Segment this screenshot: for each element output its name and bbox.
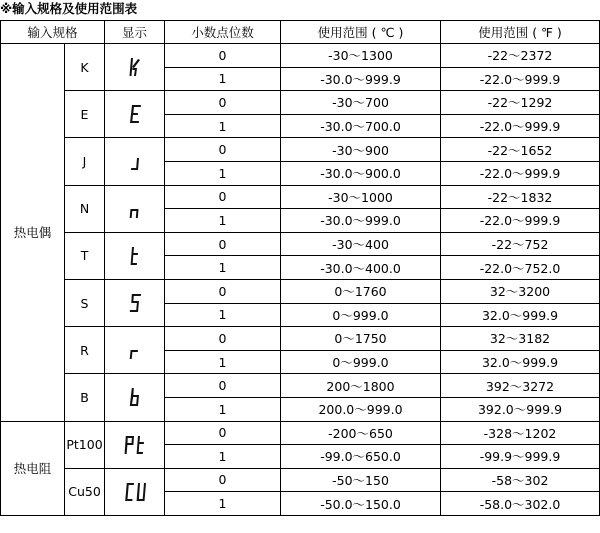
range-fahrenheit: 32.0～999.9 [441,350,600,374]
decimal-places: 0 [165,468,281,492]
sensor-code: Cu50 [65,468,105,515]
decimal-places: 1 [165,492,281,516]
range-fahrenheit: -58～302 [441,468,600,492]
range-celsius: 200～1800 [281,374,441,398]
range-celsius: -50～150 [281,468,441,492]
decimal-places: 1 [165,303,281,327]
sensor-code: J [65,138,105,185]
spec-table [0,20,600,516]
sensor-code: Pt100 [65,421,105,468]
range-fahrenheit: -22.0～999.9 [441,161,600,185]
decimal-places: 0 [165,138,281,162]
range-celsius: -99.0～650.0 [281,445,441,469]
sensor-code: E [65,91,105,138]
decimal-places: 0 [165,232,281,256]
e-segment-icon [127,103,143,125]
range-celsius: 0～1760 [281,279,441,303]
range-celsius: -30～900 [281,138,441,162]
range-fahrenheit: -22.0～999.9 [441,209,600,233]
decimal-places: 1 [165,445,281,469]
range-fahrenheit: -22～2372 [441,44,600,68]
s-segment-icon [127,292,143,314]
decimal-places: 1 [165,209,281,233]
range-celsius: -30～1300 [281,44,441,68]
display-symbol [105,421,165,468]
range-celsius: 0～1750 [281,327,441,351]
k-segment-icon [127,56,143,78]
range-fahrenheit: -22～752 [441,232,600,256]
table-row [1,138,600,162]
decimal-places: 0 [165,185,281,209]
header-row [1,21,600,44]
category-label: 热电偶 [1,44,65,422]
decimal-places: 0 [165,327,281,351]
range-celsius: 200.0～999.0 [281,397,441,421]
range-fahrenheit: -22.0～752.0 [441,256,600,280]
sensor-code: S [65,279,105,326]
sensor-code: T [65,232,105,279]
decimal-places: 1 [165,256,281,280]
display-symbol [105,374,165,421]
decimal-places: 0 [165,279,281,303]
range-fahrenheit: -58.0～302.0 [441,492,600,516]
range-celsius: -30.0～400.0 [281,256,441,280]
range-fahrenheit: -22.0～999.9 [441,114,600,138]
category-label: 热电阻 [1,421,65,515]
range-celsius: -30.0～900.0 [281,161,441,185]
range-celsius: -200～650 [281,421,441,445]
decimal-places: 1 [165,397,281,421]
range-celsius: -30.0～999.9 [281,67,441,91]
range-fahrenheit: -22～1652 [441,138,600,162]
header-input-spec: 输入规格 [1,21,105,44]
range-fahrenheit: -328～1202 [441,421,600,445]
sensor-code: R [65,327,105,374]
table-row [1,185,600,209]
range-fahrenheit: -22～1292 [441,91,600,115]
range-celsius: 0～999.0 [281,303,441,327]
decimal-places: 0 [165,374,281,398]
table-row [1,44,600,68]
table-row [1,91,600,115]
header-range-celsius: 使用范围 ( ℃ ) [281,21,441,44]
cu-segment-icon [122,481,148,503]
sensor-code: N [65,185,105,232]
display-symbol [105,468,165,515]
range-fahrenheit: -22.0～999.9 [441,67,600,91]
n-segment-icon [127,198,143,220]
sensor-code: K [65,44,105,91]
table-row [1,327,600,351]
pt-segment-icon [122,434,148,456]
table-row [1,279,600,303]
range-celsius: -30～1000 [281,185,441,209]
display-symbol [105,327,165,374]
decimal-places: 1 [165,114,281,138]
table-row [1,374,600,398]
sensor-code: B [65,374,105,421]
range-celsius: -30.0～999.0 [281,209,441,233]
range-fahrenheit: -99.9～999.9 [441,445,600,469]
range-fahrenheit: 32～3200 [441,279,600,303]
display-symbol [105,138,165,185]
r-segment-icon [127,339,143,361]
header-display: 显示 [105,21,165,44]
range-fahrenheit: 32～3182 [441,327,600,351]
table-row [1,232,600,256]
range-celsius: 0～999.0 [281,350,441,374]
decimal-places: 0 [165,44,281,68]
decimal-places: 1 [165,350,281,374]
b-segment-icon [127,386,143,408]
table-row [1,421,600,445]
display-symbol [105,185,165,232]
header-decimal: 小数点位数 [165,21,281,44]
page-title: ※输入规格及使用范围表 [0,1,138,16]
header-range-fahrenheit: 使用范围 ( ℉ ) [441,21,600,44]
range-celsius: -30～400 [281,232,441,256]
decimal-places: 0 [165,421,281,445]
display-symbol [105,232,165,279]
range-fahrenheit: 392.0～999.9 [441,397,600,421]
table-row [1,468,600,492]
range-celsius: -30.0～700.0 [281,114,441,138]
t-segment-icon [127,245,143,267]
j-segment-icon [127,150,143,172]
display-symbol [105,91,165,138]
decimal-places: 0 [165,91,281,115]
range-fahrenheit: 32.0～999.9 [441,303,600,327]
range-fahrenheit: -22～1832 [441,185,600,209]
range-celsius: -50.0～150.0 [281,492,441,516]
display-symbol [105,279,165,326]
decimal-places: 1 [165,161,281,185]
range-celsius: -30～700 [281,91,441,115]
decimal-places: 1 [165,67,281,91]
range-fahrenheit: 392～3272 [441,374,600,398]
display-symbol [105,44,165,91]
